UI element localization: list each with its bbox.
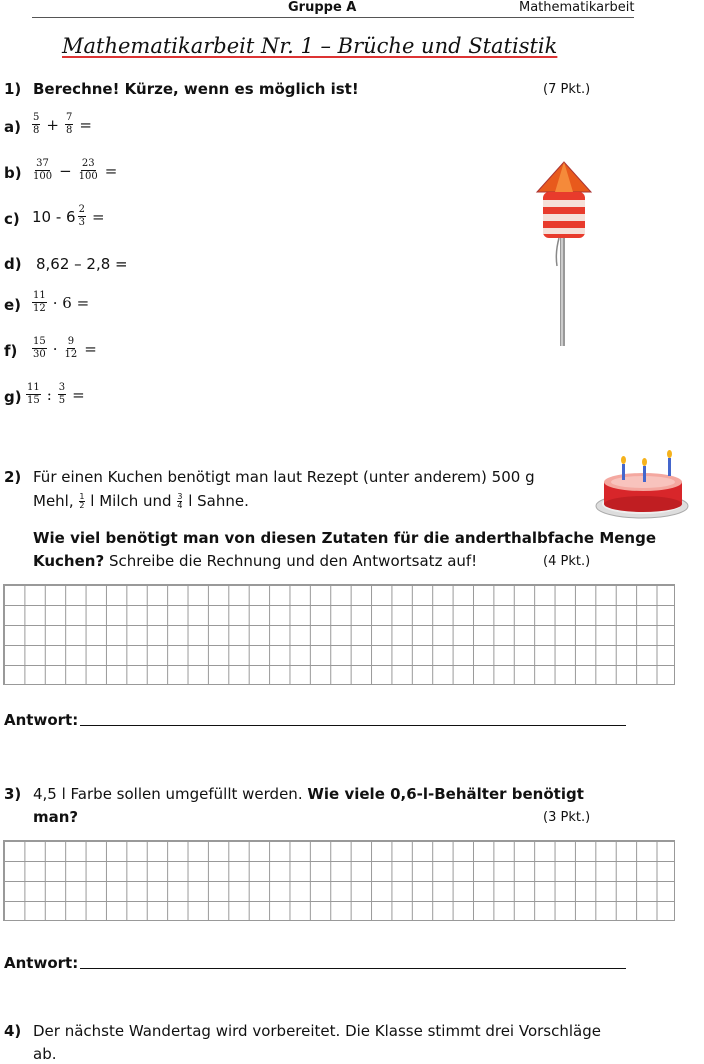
q2-number: 2) — [4, 468, 22, 486]
q2-points: (4 Pkt.) — [543, 554, 591, 569]
page-title: Mathematikarbeit Nr. 1 – Brüche und Statistik — [62, 34, 558, 58]
q1g-expression: $\frac{11}{15}$ : $\frac{3}{5}$ = — [27, 382, 85, 406]
q2-question-line1: Wie viel benötigt man von diesen Zutaten für die anderthalbfache Menge — [33, 529, 657, 547]
q2-question-line2: Kuchen? Schreibe die Rechnung und den Antwortsatz auf! — [33, 552, 478, 570]
rocket-illustration — [525, 158, 605, 353]
q1d-label: d) — [4, 255, 22, 273]
q3-grid-frame — [3, 840, 675, 921]
q1-number: 1) — [4, 80, 22, 98]
q3-answer-line[interactable] — [80, 968, 626, 969]
q4-line1: Der nächste Wandertag wird vorbereitet. Die Klasse stimmt drei Vorschläge — [33, 1022, 601, 1040]
q1e-label: e) — [4, 296, 22, 314]
q1c-expression: 10 - 6 $\frac{2}{3}$ = — [32, 204, 105, 228]
group-label: Gruppe A — [288, 0, 357, 15]
q4-number: 4) — [4, 1022, 22, 1040]
q2-line2: Mehl, $\frac{1}{2}$ l Milch und $\frac{3}{4}$ l Sahne. — [33, 492, 249, 510]
q3-line2: man? — [33, 808, 79, 826]
q1a-label: a) — [4, 118, 21, 136]
fraction-half: $\frac{1}{2}$ — [79, 492, 85, 510]
q1e-expression: $\frac{11}{12}$ · 6 = — [33, 290, 90, 314]
q1c-label: c) — [4, 210, 20, 228]
fraction-three-quarters: $\frac{3}{4}$ — [177, 492, 183, 510]
q1f-expression: $\frac{15}{30}$ · $\frac{9}{12}$ = — [33, 336, 97, 360]
q3-number: 3) — [4, 785, 22, 803]
q1-points: (7 Pkt.) — [543, 82, 591, 97]
q2-answer-label: Antwort: — [4, 711, 79, 729]
q1b-expression: $\frac{37}{100}$ − $\frac{23}{100}$ = — [33, 158, 118, 182]
q3-points: (3 Pkt.) — [543, 810, 591, 825]
q1f-label: f) — [4, 342, 18, 360]
q1-text: Berechne! Kürze, wenn es möglich ist! — [33, 80, 359, 98]
q1g-label: g) — [4, 388, 22, 406]
q2-line1: Für einen Kuchen benötigt man laut Rezept (unter anderem) 500 g — [33, 468, 535, 486]
q2-grid-frame — [3, 584, 675, 685]
q3-line1: 4,5 l Farbe sollen umgefüllt werden. Wie viele 0,6-l-Behälter benötigt — [33, 785, 584, 803]
header-rule — [32, 17, 634, 18]
subject-label: Mathematikarbeit — [519, 0, 635, 15]
q2-answer-line[interactable] — [80, 725, 626, 726]
q4-line2: ab. — [33, 1045, 57, 1063]
cake-illustration — [594, 448, 694, 523]
q1d-expression: 8,62 – 2,8 = — [36, 255, 128, 273]
q3-answer-label: Antwort: — [4, 954, 79, 972]
q1b-label: b) — [4, 164, 22, 182]
q1a-expression: $\frac{5}{8}$ + $\frac{7}{8}$ = — [33, 112, 92, 136]
